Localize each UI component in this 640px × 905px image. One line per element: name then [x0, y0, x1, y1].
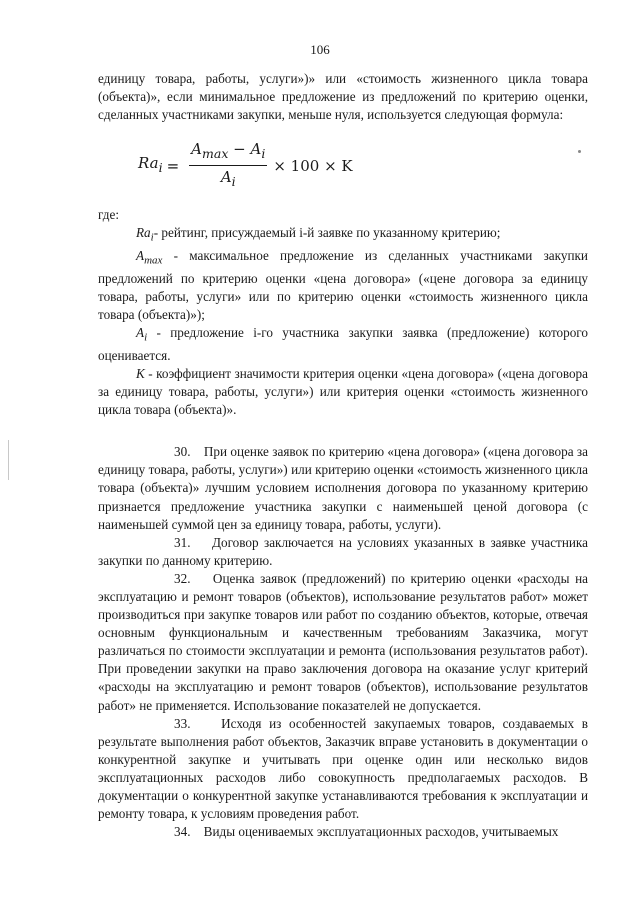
clause-33: 33. Исходя из особенностей закупаемых товаров, создаваемых в результате выполнения работ объектов, Заказчик вправе установить в документации о конкурентной закупке и учитывать при оценке один или несколько видов эксплуатационных расходов либо совокупность предполагаемых расходов. В документации о конкурентной закупке устанавливаются требования к эксплуатации и ремонту товара, к условиям проведения работ. [98, 715, 588, 822]
rating-formula [138, 140, 353, 191]
where-label: где: [98, 207, 119, 223]
section-gap [98, 419, 588, 443]
formula-fraction [189, 140, 267, 191]
page-number: 106 [310, 42, 330, 57]
formula-denominator: $A_i$ [220, 168, 236, 190]
definition-k: K - коэффициент значимости критерия оценки «цена договора» («цена договора за единицу товара, работы, услуги») или критерия оценки «стоимость жизненного цикла товара (объекта)». [98, 365, 588, 418]
formula-lhs: $Ra_i$ [138, 154, 163, 176]
document-body [98, 70, 588, 841]
scan-margin-mark [8, 440, 9, 480]
definition-ai: $A_i$ - предложение i-го участника закупки заявка (предложение) которого оценивается. [98, 325, 588, 363]
definition-amax: $A_{max}$ - максимальное предложение из сделанных участниками закупки предложений по критерию оценки «цена договора» («цене договора за единицу товара, работы, услуги» или по критерию оценки «стоимость жизненного цикла товара (объекта)»); [98, 248, 588, 323]
formula-tail: × 100 × K [273, 156, 353, 175]
formula-block [98, 136, 588, 196]
clause-34: 34. Виды оцениваемых эксплуатационных расходов, учитываемых [174, 824, 559, 840]
clause-31: 31. Договор заключается на условиях указанных в заявке участника закупки по данному критерию. [98, 534, 588, 568]
formula-equals: = [166, 156, 180, 175]
clause-30: 30. При оценке заявок по критерию «цена договора» («цена договора за единицу товара, работы, услуги») или критерию оценки «стоимость жизненного цикла товара (объекта)» лучшим условием исполнения договора по указанному критерию признается предложение участника закупки с наименьшей ценой договора (с наименьшей суммой цен за единицу товара, работы, услуги). [98, 444, 588, 532]
intro-paragraph: единицу товара, работы, услуги»)» или «стоимость жизненного цикла товара (объекта)», если минимальное предложение из предложений по критерию оценки, сделанных участниками закупки, меньше нуля, используется следующая формула: [98, 71, 588, 123]
clause-32: 32. Оценка заявок (предложений) по критерию оценки «расходы на эксплуатацию и ремонт товаров (объектов), использование результатов работ» может производиться при закупке товаров или работ по созданию объектов, которые, отвечая основным функциональным и качественным требованиям Заказчика, могут различаться по стоимости эксплуатации и ремонта (использования результатов работ). При проведении закупки на право заключения договора на оказание услуг критерий «расходы на эксплуатацию и ремонт товаров (объектов), использование результатов работ» не применяется. Использование показателей не допускается. [98, 570, 588, 713]
definition-ra: $Ra_i-$ рейтинг, присуждаемый i-й заявке по указанному критерию; [136, 225, 501, 245]
formula-numerator: $A_{max} - A_i$ [189, 140, 267, 166]
